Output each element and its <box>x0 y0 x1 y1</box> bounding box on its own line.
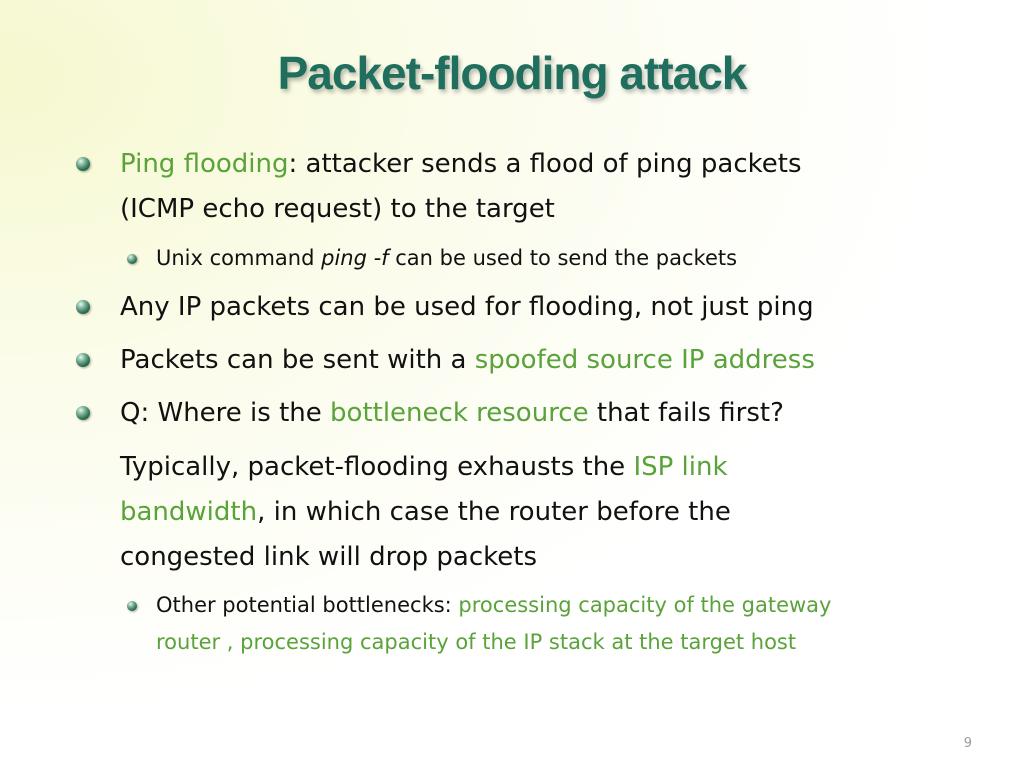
bullet-spoofed-source <box>120 338 940 383</box>
highlight-bottleneck-resource: bottleneck resource <box>330 398 589 428</box>
bullet-icon <box>76 406 90 420</box>
sub-bullet-unix-command <box>156 240 986 277</box>
slide-title: Packet-flooding attack <box>277 47 747 99</box>
bullet-icon <box>76 157 90 171</box>
bullet-bottleneck-question <box>120 391 940 436</box>
bullet-ping-flooding <box>120 142 940 232</box>
paragraph-text-2: , in which case the router before the <box>257 497 731 527</box>
bullet-icon <box>76 300 90 314</box>
sub-bullet-icon <box>127 254 137 264</box>
sub-bullet-other-bottlenecks <box>156 587 986 661</box>
sub-bullet-icon <box>127 601 137 611</box>
paragraph-typically <box>120 445 940 580</box>
highlight-bandwidth: bandwidth <box>120 497 258 527</box>
highlight-ping-flooding: Ping flooding <box>120 149 289 179</box>
paragraph-text-3: congested link will drop packets <box>120 542 538 572</box>
highlight-isp-link: ISP link <box>633 452 728 482</box>
sub-bullet-text: Unix command <box>156 246 322 270</box>
bullet-text-continued: (ICMP echo request) to the target <box>120 194 555 224</box>
highlight-spoofed-source: spoofed source IP address <box>474 345 815 375</box>
ping-command: ping -f <box>321 246 389 270</box>
bullet-text: Q: Where is the <box>120 398 331 428</box>
page-number: 9 <box>963 736 972 751</box>
sub-bullet-text-post: can be used to send the packets <box>388 246 738 270</box>
bullet-text: : attacker sends a flood of ping packets <box>288 149 802 179</box>
highlight-gateway-capacity: processing capacity of the gateway <box>458 593 832 617</box>
bullet-icon <box>76 353 90 367</box>
paragraph-text: Typically, packet-flooding exhausts the <box>120 452 634 482</box>
highlight-ip-stack-capacity: router , processing capacity of the IP stack at the target host <box>156 630 797 654</box>
bullet-text-post: that fails first? <box>588 398 784 428</box>
bullet-text: Packets can be sent with a <box>120 345 475 375</box>
bullet-any-ip-packets: Any IP packets can be used for flooding, not just ping <box>120 292 814 322</box>
sub-bullet-text: Other potential bottlenecks: <box>156 593 459 617</box>
